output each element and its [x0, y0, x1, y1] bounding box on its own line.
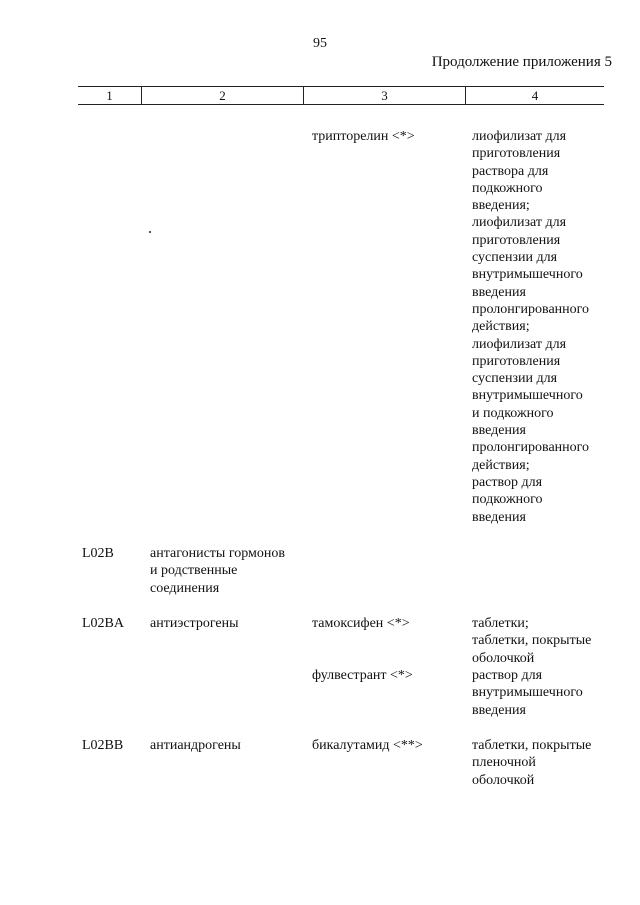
atc-code: L02B	[82, 546, 114, 561]
drug-name: трипторелин <*>	[312, 129, 415, 144]
drug-name: бикалутамид <**>	[312, 738, 423, 753]
header-col-3: 3	[381, 88, 388, 103]
group-name: антиэстрогены	[150, 616, 239, 631]
continuation-title: Продолжение приложения 5	[431, 54, 612, 70]
group-name: антиандрогены	[150, 738, 241, 753]
drug-name: тамоксифен <*>	[312, 616, 410, 631]
header-col-1: 1	[106, 88, 113, 103]
group-name: антагонисты гормонов и родственные соединения	[150, 546, 285, 596]
drug-name: фулвестрант <*>	[312, 668, 413, 683]
dosage-forms: раствор для внутримышечного введения	[472, 668, 583, 718]
header-col-2: 2	[219, 88, 226, 103]
atc-code: L02BA	[82, 616, 124, 631]
dosage-forms: лиофилизат для приготовления раствора для подкожного введения; лиофилизат для приготовления суспензии для внутримышечного введения пролонгированного действия; лиофилизат для приготовления суспензии для внутримышечного и подкожного введения пролонгированного действия; раствор для подкожного введения	[472, 129, 590, 525]
dosage-forms: таблетки; таблетки, покрытые оболочкой	[472, 616, 592, 666]
table-header	[78, 86, 604, 105]
scan-speck	[149, 231, 151, 233]
header-col-4: 4	[531, 88, 539, 103]
page-number: 95	[313, 36, 327, 51]
dosage-forms: таблетки, покрытые пленочной оболочкой	[472, 738, 592, 788]
atc-code: L02BB	[82, 738, 124, 753]
